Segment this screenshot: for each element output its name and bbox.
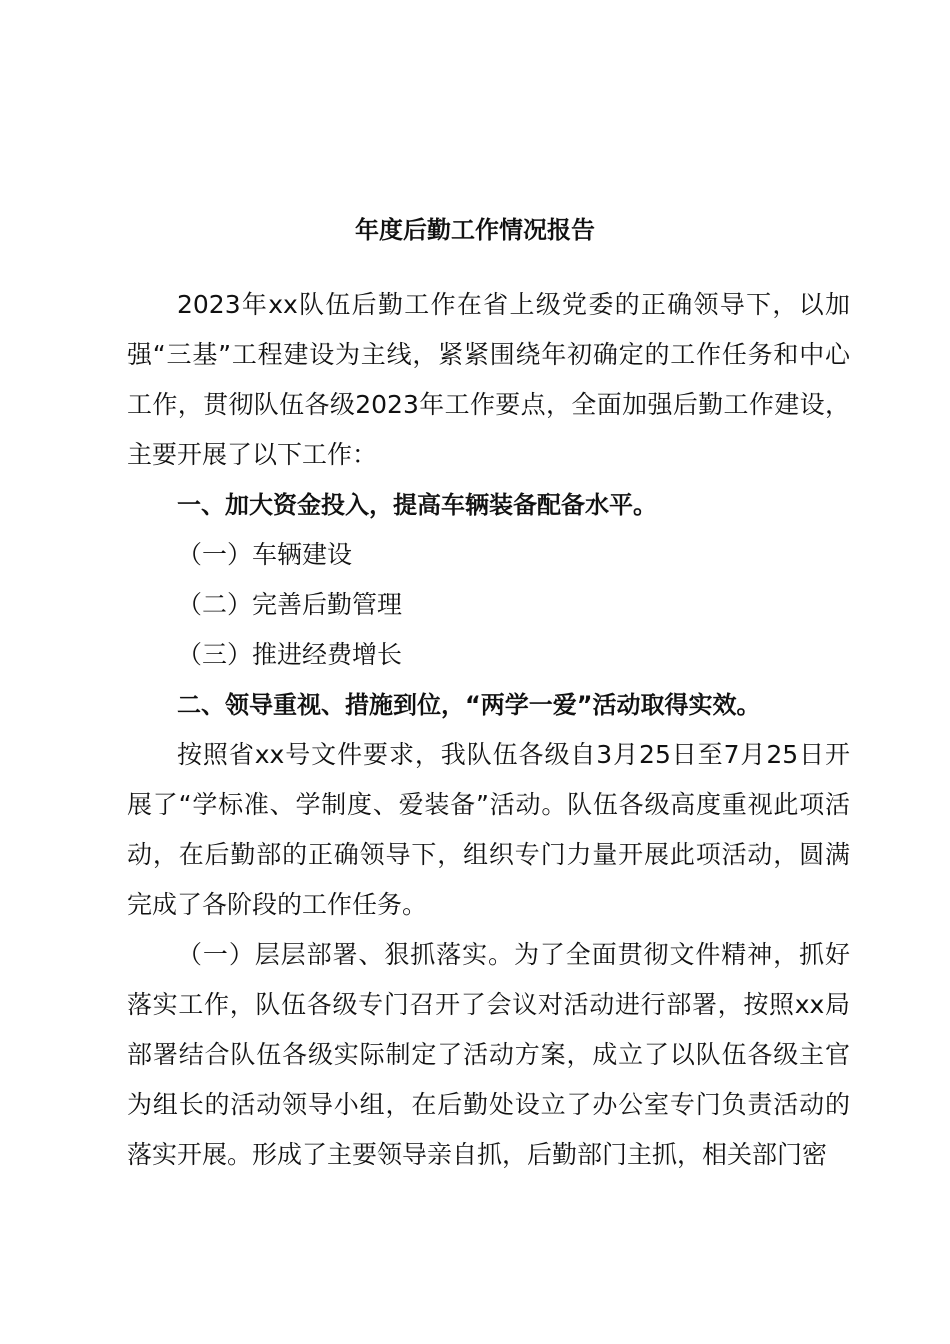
section-heading-1: 一、加大资金投入，提高车辆装备配备水平。 [177,491,657,519]
paragraph-intro: 2023年xx队伍后勤工作在省上级党委的正确领导下，以加强“三基”工程建设为主线，紧紧围绕年初确定的工作任务和中心工作，贯彻队伍各级2023年工作要点，全面加强后勤工作建设，主要开展了以下工作： [127,290,850,469]
section-heading-2: 二、领导重视、措施到位，“两学一爱”活动取得实效。 [177,691,761,719]
paragraph-deployment: （一）层层部署、狠抓落实。为了全面贯彻文件精神，抓好落实工作，队伍各级专门召开了会议对活动进行部署，按照xx局部署结合队伍各级实际制定了活动方案，成立了以队伍各级主官为组长的活动领导小组，在后勤处设立了办公室专门负责活动的落实开展。形成了主要领导亲自抓，后勤部门主抓，相关部门密 [127,940,850,1169]
document-title: 年度后勤工作情况报告 [355,216,595,244]
subsection-logistics-management: （二）完善后勤管理 [177,590,403,619]
document-body [127,280,850,1180]
subsection-funding-growth: （三）推进经费增长 [177,640,403,669]
subsection-vehicle-construction: （一）车辆建设 [177,540,353,569]
paragraph-activity: 按照省xx号文件要求，我队伍各级自3月25日至7月25日开展了“学标准、学制度、爱装备”活动。队伍各级高度重视此项活动，在后勤部的正确领导下，组织专门力量开展此项活动，圆满完成了各阶段的工作任务。 [127,740,850,919]
